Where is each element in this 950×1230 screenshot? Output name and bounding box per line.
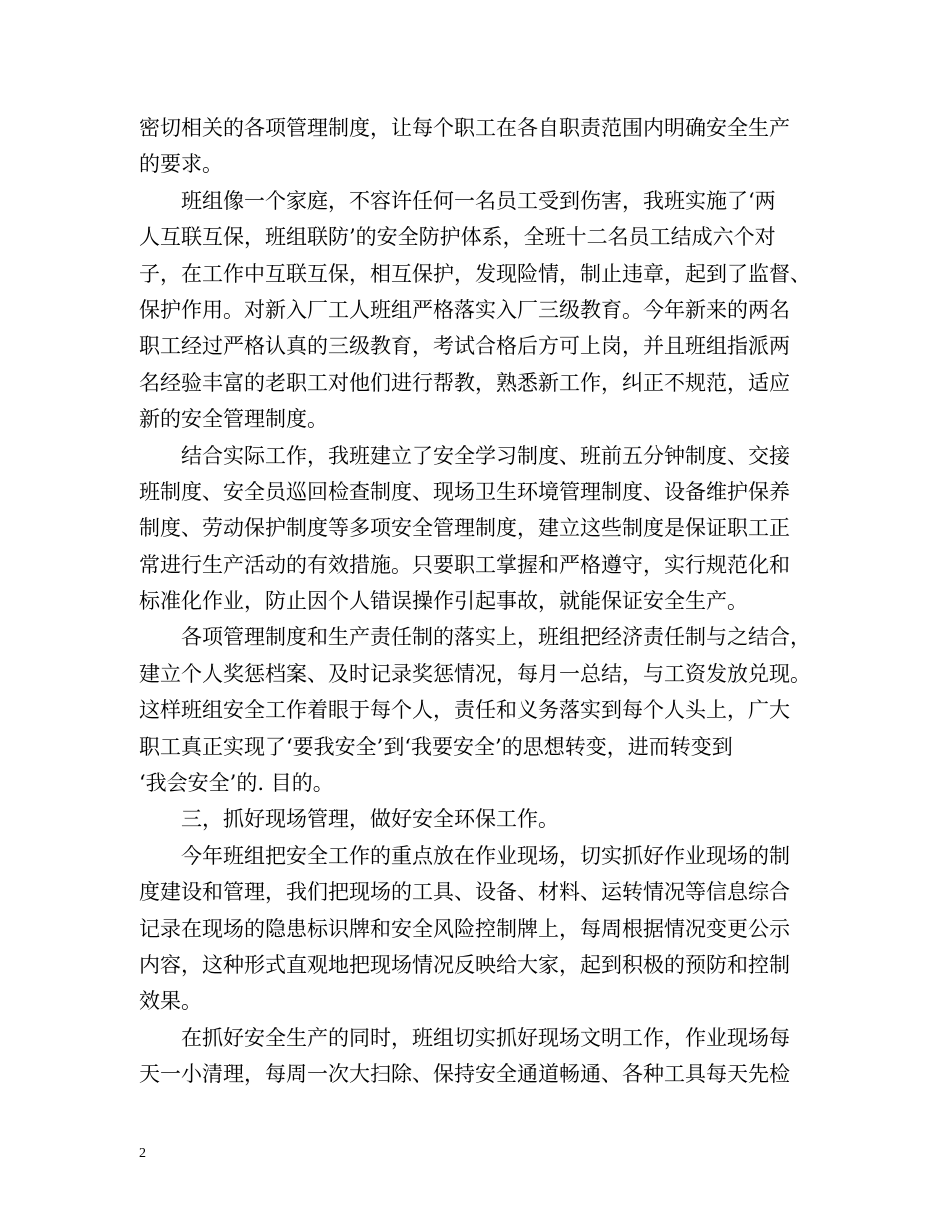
text-line: 在抓好安全生产的同时，班组切实抓好现场文明工作，作业现场每 bbox=[181, 1025, 790, 1050]
text-line: 保护作用。对新入厂工人班组严格落实入厂三级教育。今年新来的两名 bbox=[139, 297, 790, 322]
text-line: ‘我会安全’的. 目的。 bbox=[139, 771, 334, 796]
text-line: 常进行生产活动的有效措施。只要职工掌握和严格遵守，实行规范化和 bbox=[139, 552, 790, 577]
text-line: 结合实际工作，我班建立了安全学习制度、班前五分钟制度、交接 bbox=[181, 443, 790, 468]
text-line: 三，抓好现场管理，做好安全环保工作。 bbox=[181, 807, 559, 832]
text-line: 效果。 bbox=[139, 989, 202, 1014]
text-line: 职工经过严格认真的三级教育，考试合格后方可上岗，并且班组指派两 bbox=[139, 334, 790, 359]
text-line: 今年班组把安全工作的重点放在作业现场，切实抓好作业现场的制 bbox=[181, 843, 790, 868]
text-line: 密切相关的各项管理制度，让每个职工在各自职责范围内明确安全生产 bbox=[139, 116, 790, 140]
document-body bbox=[139, 110, 819, 1093]
text-line: 制度、劳动保护制度等多项安全管理制度，建立这些制度是保证职工正 bbox=[139, 516, 790, 541]
text-line: 内容，这种形式直观地把现场情况反映给大家，起到积极的预防和控制 bbox=[139, 952, 790, 977]
text-line: 天一小清理，每周一次大扫除、保持安全通道畅通、各种工具每天先检 bbox=[139, 1062, 790, 1087]
text-line: 职工真正实现了‘要我安全’到‘我要安全’的思想转变，进而转变到 bbox=[139, 734, 733, 759]
text-line: 班组像一个家庭，不容许任何一名员工受到伤害，我班实施了‘两 bbox=[181, 188, 776, 213]
text-line: 子，在工作中互联互保，相互保护，发现险情，制止违章，起到了监督、 bbox=[139, 261, 811, 286]
text-line: 这样班组安全工作着眼于每个人，责任和义务落实到每个人头上，广大 bbox=[139, 698, 790, 723]
text-line: 人互联互保，班组联防’的安全防护体系，全班十二名员工结成六个对 bbox=[139, 225, 776, 250]
text-line: 新的安全管理制度。 bbox=[139, 407, 328, 432]
text-line: 名经验丰富的老职工对他们进行帮教，熟悉新工作，纠正不规范，适应 bbox=[139, 370, 790, 395]
text-line: 各项管理制度和生产责任制的落实上，班组把经济责任制与之结合， bbox=[181, 625, 811, 650]
text-line: 建立个人奖惩档案、及时记录奖惩情况，每月一总结，与工资发放兑现。 bbox=[139, 661, 811, 686]
text-line: 记录在现场的隐患标识牌和安全风险控制牌上，每周根据情况变更公示 bbox=[139, 916, 790, 941]
page-number: 2 bbox=[139, 1146, 146, 1161]
text-line: 的要求。 bbox=[139, 152, 223, 177]
text-line: 班制度、安全员巡回检查制度、现场卫生环境管理制度、设备维护保养 bbox=[139, 479, 790, 504]
text-line: 标准化作业，防止因个人错误操作引起事故，就能保证安全生产。 bbox=[139, 589, 748, 614]
text-line: 度建设和管理，我们把现场的工具、设备、材料、运转情况等信息综合 bbox=[139, 880, 790, 905]
